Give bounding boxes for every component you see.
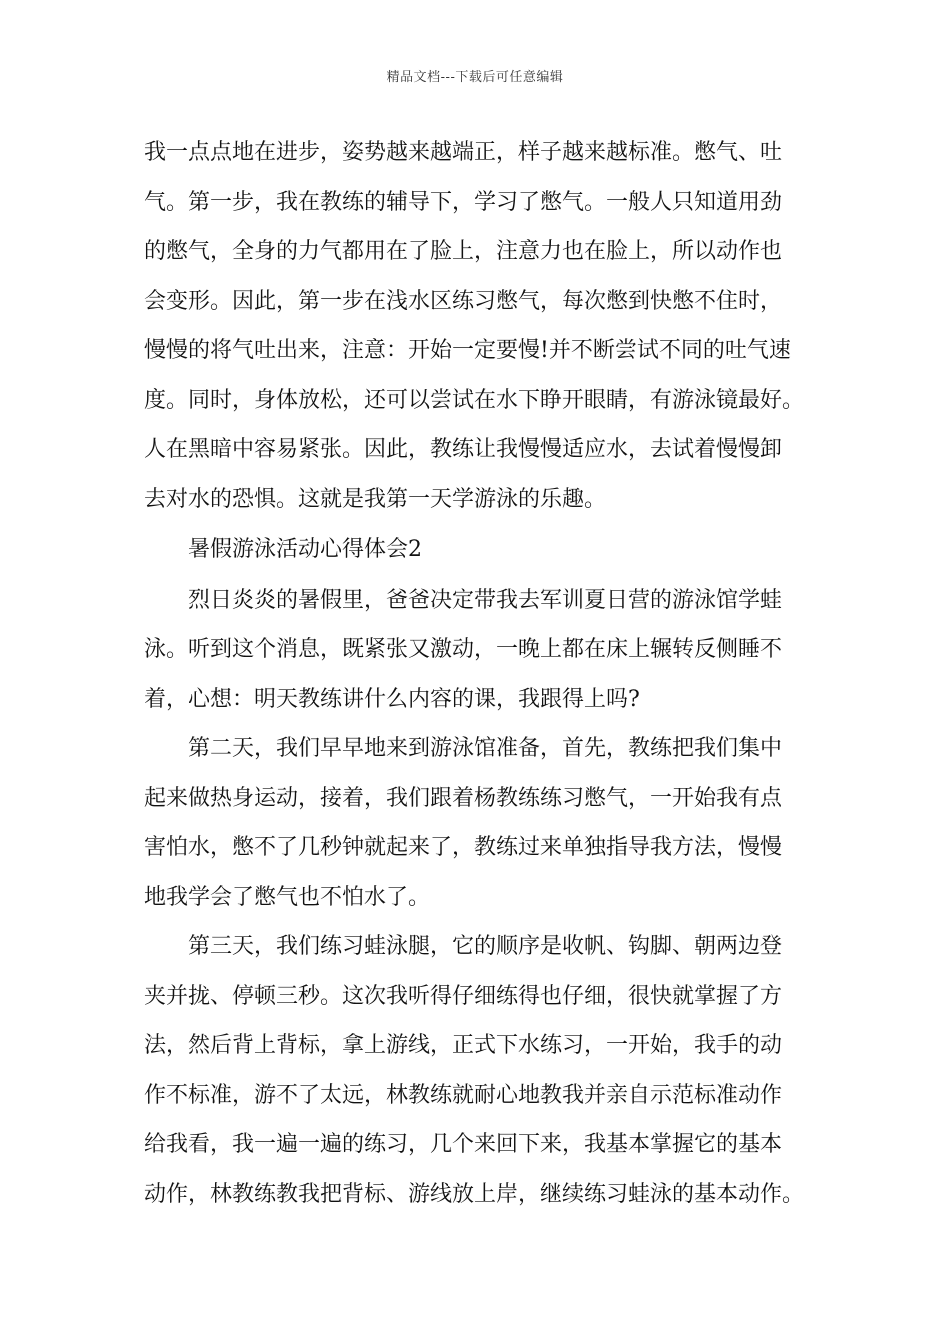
text-line: 人在黑暗中容易紧张。因此，教练让我慢慢适应水，去试着慢慢卸 [144,437,783,462]
text-line: 害怕水，憋不了几秒钟就起来了，教练过来单独指导我方法，慢慢 [144,835,783,860]
text-line: 的憋气，全身的力气都用在了脸上，注意力也在脸上，所以动作也 [144,239,783,264]
text-line: 起来做热身运动，接着，我们跟着杨教练练习憋气，一开始我有点 [144,785,783,811]
document-body [144,128,824,1219]
text-line: 着，心想：明天教练讲什么内容的课，我跟得上吗? [144,686,640,712]
text-line: 第三天，我们练习蛙泳腿，它的顺序是收帆、钩脚、朝两边登 [188,934,783,959]
text-line: 会变形。因此，第一步在浅水区练习憋气，每次憋到快憋不住时， [144,288,783,314]
text-line: 去对水的恐惧。这就是我第一天学游泳的乐趣。 [144,486,607,512]
text-line: 慢慢的将气吐出来，注意：开始一定要慢!并不断尝试不同的吐气速 [144,338,791,363]
text-line: 第二天，我们早早地来到游泳馆准备，首先，教练把我们集中 [188,736,783,761]
text-line: 泳。听到这个消息，既紧张又激动，一晚上都在床上辗转反侧睡不 [144,637,783,662]
section-heading: 暑假游泳活动心得体会2 [188,537,422,562]
text-line: 动作，林教练教我把背标、游线放上岸，继续练习蛙泳的基本动作。 [144,1181,805,1207]
text-line: 法，然后背上背标，拿上游线，正式下水练习，一开始，我手的动 [144,1033,783,1058]
text-line: 给我看，我一遍一遍的练习，几个来回下来，我基本掌握它的基本 [144,1132,783,1157]
text-line: 度。同时，身体放松，还可以尝试在水下睁开眼睛，有游泳镜最好。 [144,387,805,413]
paragraph [144,724,824,922]
paragraph [144,128,824,524]
paragraph [144,922,824,1219]
text-line: 夹并拢、停顿三秒。这次我听得仔细练得也仔细，很快就掌握了方 [144,983,783,1009]
text-line: 我一点点地在进步，姿势越来越端正，样子越来越标准。憋气、吐 [144,140,783,165]
text-line: 地我学会了憋气也不怕水了。 [144,884,431,910]
text-line: 气。第一步，我在教练的辅导下，学习了憋气。一般人只知道用劲 [144,189,783,215]
text-line: 作不标准，游不了太远，林教练就耐心地教我并亲自示范标准动作 [144,1082,783,1108]
paragraph [144,576,824,725]
page-header: 精品文档---下载后可任意编辑 [386,70,564,85]
text-line: 烈日炎炎的暑假里，爸爸决定带我去军训夏日营的游泳馆学蛙 [188,587,783,613]
